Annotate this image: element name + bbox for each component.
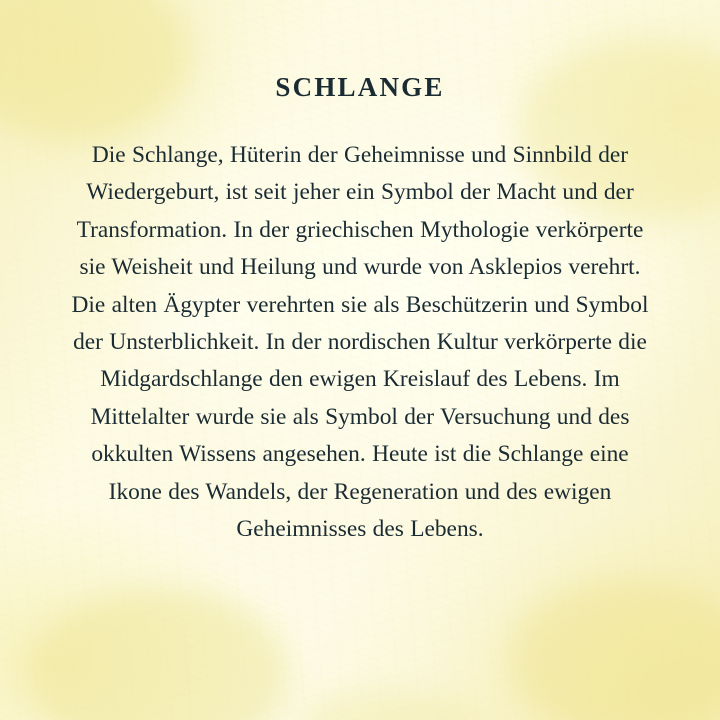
body-paragraph: Die Schlange, Hüterin der Geheimnisse und Sinnbild der Wiedergeburt, ist seit jeher ein Symbol der Macht und der Transformation. In der griechischen Mythologie verkörperte sie Weisheit und Heilung und wurde von Asklepios verehrt. Die alten Ägypter verehrten sie als Beschützerin und Symbol der Unsterblichkeit. In der nordischen Kultur verkörperte die Midgardschlange den ewigen Kreislauf des Lebens. Im Mittelalter wurde sie als Symbol der Versuchung und des okkulten Wissens angesehen. Heute ist die Schlange eine Ikone des Wandels, der Regeneration und des ewigen Geheimnisses des Lebens. bbox=[71, 142, 649, 543]
page-title: SCHLANGE bbox=[275, 72, 445, 102]
